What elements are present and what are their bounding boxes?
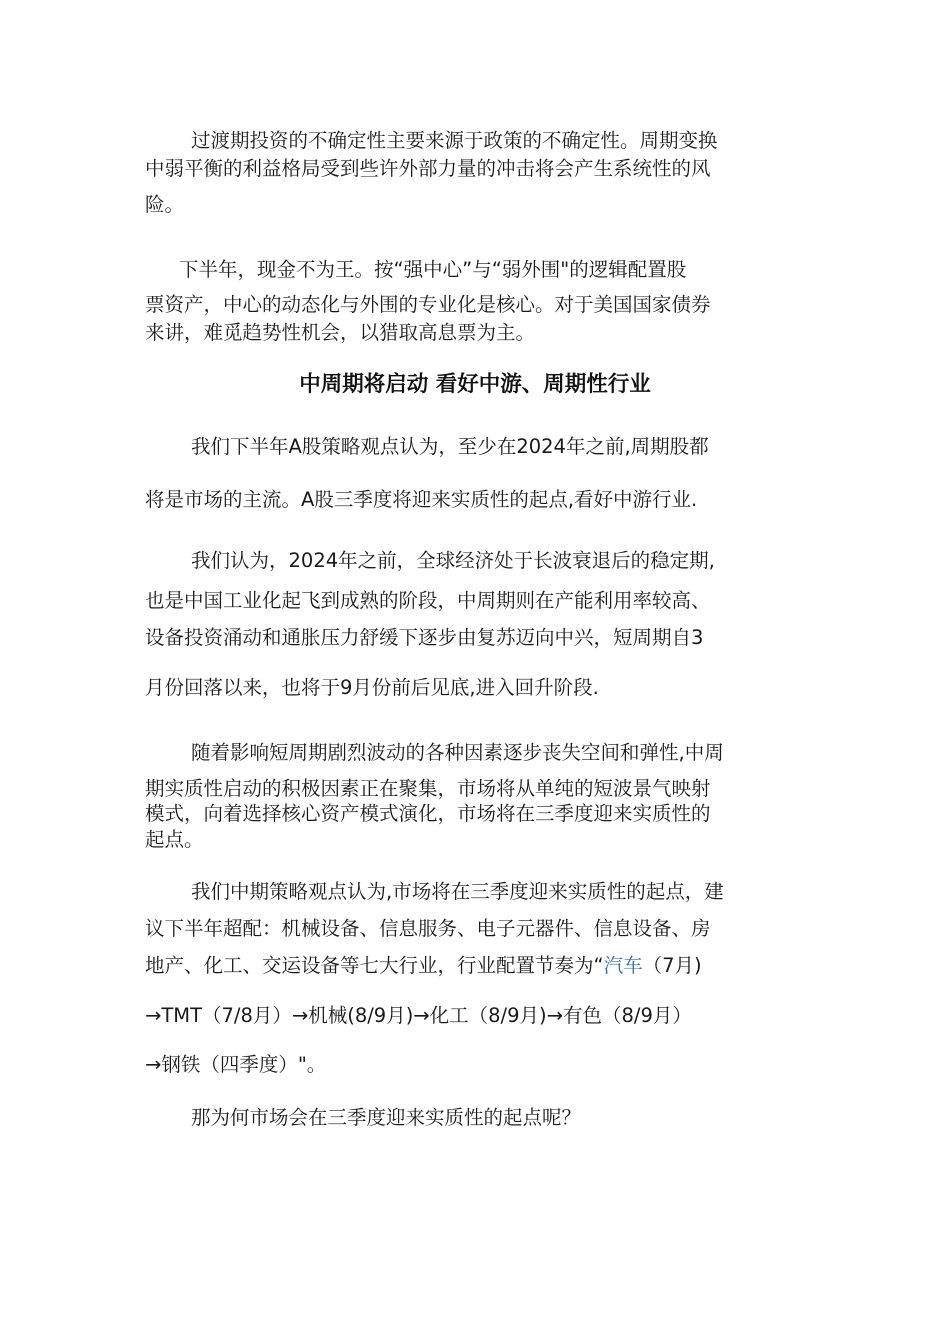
- paragraph-4-line-3: 设备投资涌动和通胀压力舒缓下逐步由复苏迈向中兴，短周期自3: [145, 626, 704, 649]
- paragraph-1-line-2: 中弱平衡的利益格局受到些许外部力量的冲击将会产生系统性的风: [145, 157, 711, 180]
- paragraph-1-line-1: 过渡期投资的不确定性主要来源于政策的不确定性。周期变换: [191, 129, 718, 152]
- paragraph-6-line-3: [145, 950, 702, 978]
- paragraph-6-line-2: 议下半年超配：机械设备、信息服务、电子元器件、信息设备、房: [145, 917, 711, 940]
- paragraph-5-line-4: 起点。: [145, 828, 204, 851]
- paragraph-2-line-2: 票资产，中心的动态化与外围的专业化是核心。对于美国国家债券: [145, 293, 711, 316]
- paragraph-5-line-1: 随着影响短周期剧烈波动的各种因素逐步丧失空间和弹性,中周: [191, 741, 724, 764]
- paragraph-2-line-1: 下半年，现金不为王。按“强中心”与“弱外围"的逻辑配置股: [179, 258, 687, 281]
- paragraph-6-line-3-tail: （7月): [642, 954, 702, 977]
- paragraph-5-line-2: 期实质性启动的积极因素正在聚集，市场将从单纯的短波景气映射: [145, 777, 711, 800]
- paragraph-6-line-5: →钢铁（四季度）"。: [145, 1053, 327, 1076]
- paragraph-5-line-3: 模式，向着选择核心资产模式演化，市场将在三季度迎来实质性的: [145, 802, 711, 825]
- paragraph-3-line-1: 我们下半年A股策略观点认为，至少在2024年之前,周期股都: [191, 435, 709, 458]
- paragraph-1-line-3: 险。: [145, 193, 185, 216]
- paragraph-6-line-1: 我们中期策略观点认为,市场将在三季度迎来实质性的起点，建: [191, 880, 724, 903]
- paragraph-4-line-2: 也是中国工业化起飞到成熟的阶段，中周期则在产能利用率较高、: [145, 589, 711, 612]
- paragraph-3-line-2: 将是市场的主流。A股三季度将迎来实质性的起点,看好中游行业.: [145, 488, 698, 511]
- paragraph-4-line-1: 我们认为，2024年之前，全球经济处于长波衰退后的稳定期,: [191, 549, 715, 572]
- paragraph-6-line-3-text: 地产、化工、交运设备等七大行业，行业配置节奏为“: [145, 954, 604, 977]
- section-heading: 中周期将启动 看好中游、周期性行业: [299, 372, 651, 397]
- paragraph-4-line-4: 月份回落以来，也将于9月份前后见底,进入回升阶段.: [145, 676, 599, 699]
- paragraph-6-line-4: →TMT（7/8月）→机械(8/9月)→化工（8/9月)→有色（8/9月）: [145, 1004, 692, 1027]
- paragraph-2-line-3: 来讲，难觅趋势性机会，以猎取高息票为主。: [145, 321, 536, 344]
- paragraph-7-line-1: 那为何市场会在三季度迎来实质性的起点呢？: [191, 1106, 582, 1129]
- auto-link[interactable]: 汽车: [603, 954, 643, 977]
